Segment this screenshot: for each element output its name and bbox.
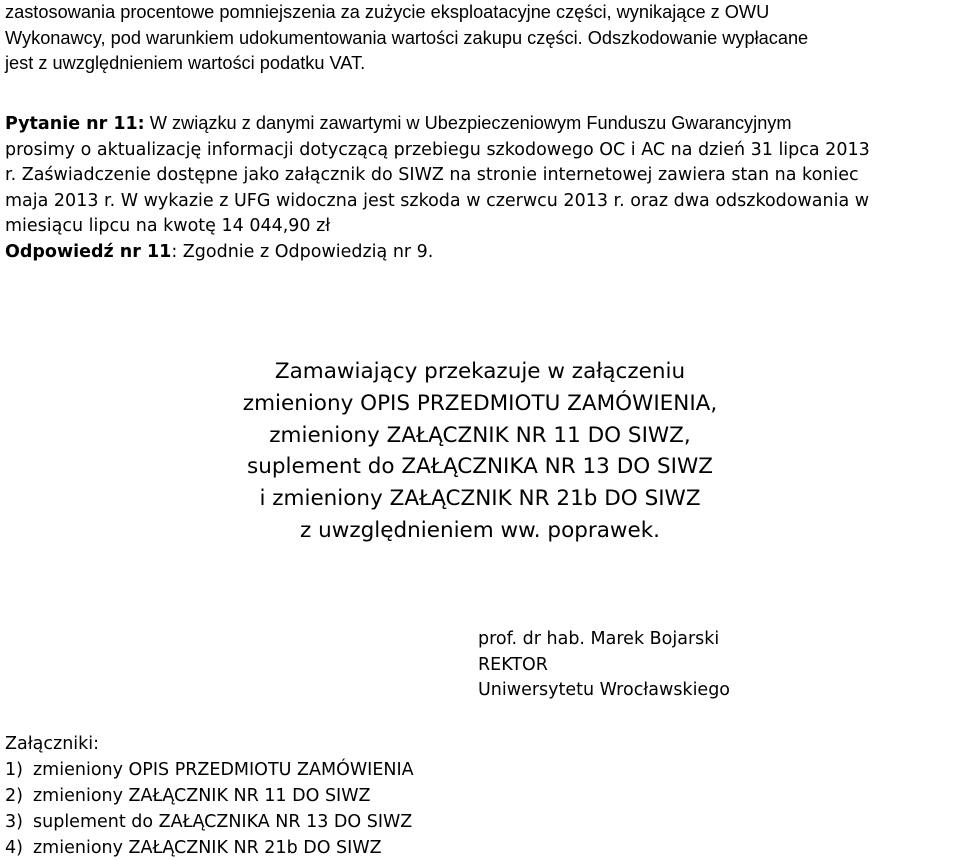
question-line: maja 2013 r. W wykazie z UFG widoczna jest szkoda w czerwcu 2013 r. oraz dwa odszkodowania w	[5, 190, 870, 211]
announcement-line: suplement do ZAŁĄCZNIKA NR 13 DO SIWZ	[247, 454, 713, 480]
signatory-name: prof. dr hab. Marek Bojarski	[478, 629, 720, 649]
question-label: Pytanie nr 11:	[5, 114, 145, 134]
top-paragraph-line: zastosowania procentowe pomniejszenia za zużycie eksploatacyjne części, wynikające z OWU	[5, 2, 770, 22]
attachment-text: suplement do ZAŁĄCZNIKA NR 13 DO SIWZ	[33, 812, 413, 832]
top-paragraph-line: jest z uwzględnieniem wartości podatku VAT.	[5, 53, 366, 73]
question-line	[5, 111, 955, 138]
attachment-text: zmieniony ZAŁĄCZNIK NR 21b DO SIWZ	[33, 838, 382, 858]
attachment-number: 4)	[5, 838, 23, 858]
attachments-heading: Załączniki:	[5, 734, 100, 754]
attachment-number: 3)	[5, 812, 23, 832]
attachment-item	[5, 835, 414, 861]
answer-colon: :	[171, 241, 178, 262]
signatory-title: REKTOR	[478, 654, 548, 675]
question-line: miesiącu lipcu na kwotę 14 044,90 zł	[5, 216, 331, 236]
answer-text: Zgodnie z Odpowiedzią nr 9.	[177, 241, 434, 262]
signatory-institution: Uniwersytetu Wrocławskiego	[478, 680, 731, 700]
announcement	[0, 356, 960, 547]
attachment-item	[5, 783, 414, 809]
announcement-line: z uwzględnieniem ww. poprawek.	[300, 517, 660, 543]
announcement-line: i zmieniony ZAŁĄCZNIK NR 21b DO SIWZ	[259, 486, 701, 512]
attachment-item	[5, 757, 414, 783]
answer-label: Odpowiedź nr 11	[5, 241, 172, 262]
top-paragraph-line: Wykonawcy, pod warunkiem udokumentowania wartości zakupu części. Odszkodowanie wypłacane	[5, 27, 809, 48]
question-line: prosimy o aktualizację informacji dotyczącą przebiegu szkodowego OC i AC na dzień 31 lipca 2013	[5, 139, 870, 160]
attachment-text: zmieniony ZAŁĄCZNIK NR 11 DO SIWZ	[33, 786, 371, 806]
attachment-item	[5, 809, 414, 835]
question-line: r. Zaświadczenie dostępne jako załącznik do SIWZ na stronie internetowej zawiera stan na koniec	[5, 165, 859, 185]
question-text: W związku z danymi zawartymi w Ubezpieczeniowym Funduszu Gwarancyjnym	[144, 113, 792, 133]
answer-11	[5, 240, 955, 266]
question-11	[5, 111, 955, 265]
announcement-line: zmieniony OPIS PRZEDMIOTU ZAMÓWIENIA,	[242, 390, 718, 416]
top-paragraph	[5, 0, 955, 77]
announcement-line: Zamawiający przekazuje w załączeniu	[274, 359, 686, 384]
attachment-number: 1)	[5, 760, 23, 780]
announcement-line: zmieniony ZAŁĄCZNIK NR 11 DO SIWZ,	[269, 422, 691, 448]
attachments-list	[5, 731, 414, 861]
signature-block	[478, 627, 730, 704]
attachment-number: 2)	[5, 786, 23, 806]
attachment-text: zmieniony OPIS PRZEDMIOTU ZAMÓWIENIA	[33, 760, 414, 780]
